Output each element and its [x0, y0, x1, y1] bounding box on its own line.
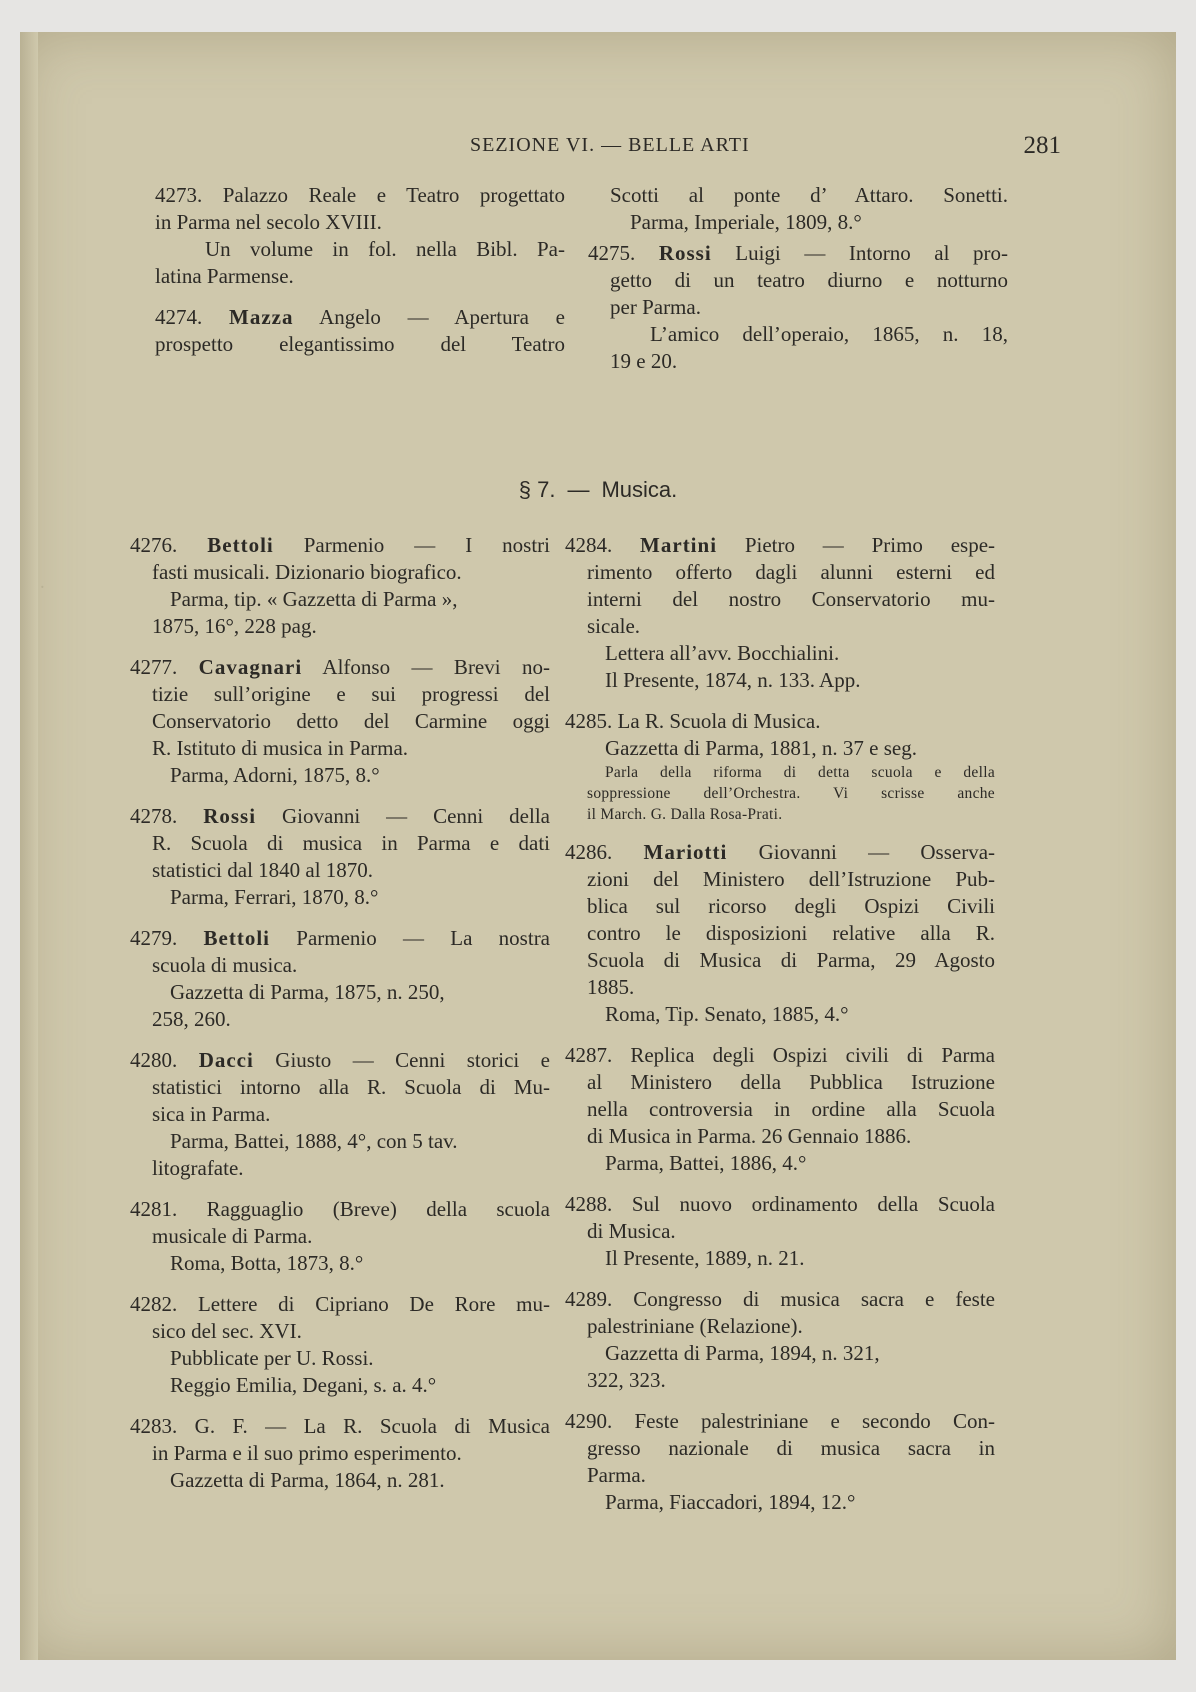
entry-note: Parla della riforma di detta scuola e della — [605, 764, 995, 781]
entry-text: Giusto — Cenni storici e — [253, 1048, 550, 1072]
catalog-entry-4274-continued — [588, 182, 1008, 236]
entry-text: Sul nuovo ordinamento della Scuola — [631, 1192, 995, 1216]
entry-text: di Musica. — [587, 1219, 676, 1243]
entry-publication: Parma, Fiaccadori, 1894, 12.° — [605, 1490, 856, 1514]
entry-publication: latina Parmense. — [155, 264, 294, 288]
entry-number: 4278. — [130, 804, 178, 828]
entry-text: Ragguaglio (Breve) della scuola — [206, 1197, 551, 1221]
entry-publication: Parma, tip. « Gazzetta di Parma », — [170, 587, 458, 611]
entry-text: nella controversia in ordine alla Scuola — [587, 1097, 995, 1121]
entry-text: palestriniane (Relazione). — [587, 1314, 803, 1338]
entry-text: Giovanni — Cenni della — [256, 804, 550, 828]
entry-text: rimento offerto dagli alunni esterni ed — [587, 560, 995, 584]
entry-text: Replica degli Ospizi civili di Parma — [630, 1043, 995, 1067]
entry-publication: Il Presente, 1874, n. 133. App. — [605, 668, 861, 692]
entry-text: getto di un teatro diurno e notturno — [610, 268, 1008, 292]
entry-publication: L’amico dell’operaio, 1865, n. 18, — [650, 322, 1008, 346]
entry-text: musicale di Parma. — [152, 1224, 313, 1248]
catalog-entry-4289 — [565, 1286, 995, 1394]
entry-number: 4277. — [130, 655, 178, 679]
entry-text: prospetto elegantissimo del Teatro — [155, 332, 565, 356]
entry-number: 4280. — [130, 1048, 178, 1072]
page-number: 281 — [1023, 132, 1061, 159]
entry-text: Parmenio — I nostri — [273, 533, 551, 557]
entry-text: statistici dal 1840 al 1870. — [152, 858, 374, 882]
top-right-column — [588, 182, 1008, 389]
entry-author: Mariotti — [643, 840, 728, 864]
entry-publication: 258, 260. — [152, 1007, 231, 1031]
entry-publication: Pubblicate per U. Rossi. — [170, 1346, 374, 1370]
catalog-entry-4282 — [130, 1291, 550, 1399]
entry-text: G. F. — La R. Scuola di Musica — [194, 1414, 550, 1438]
section-symbol: § 7. — [518, 477, 556, 502]
entry-text: di Musica in Parma. 26 Gennaio 1886. — [587, 1124, 912, 1148]
entry-number: 4284. — [565, 533, 613, 557]
entry-publication: Parma, Adorni, 1875, 8.° — [170, 763, 380, 787]
entry-publication: Il Presente, 1889, n. 21. — [605, 1246, 805, 1270]
catalog-entry-4281 — [130, 1196, 550, 1277]
entry-author: Martini — [640, 533, 718, 557]
section-dash: — — [567, 477, 590, 502]
entry-text: per Parma. — [610, 295, 701, 319]
top-left-column — [155, 182, 565, 372]
entry-number: 4283. — [130, 1414, 178, 1438]
entry-publication: Gazzetta di Parma, 1894, n. 321, — [605, 1341, 880, 1365]
catalog-entry-4274 — [155, 304, 565, 358]
entry-publication: Lettera all’avv. Bocchialini. — [605, 641, 840, 665]
entry-text: Conservatorio detto del Carmine oggi — [152, 709, 550, 733]
entry-text: statistici intorno alla R. Scuola di Mu- — [152, 1075, 550, 1099]
catalog-entry-4276 — [130, 532, 550, 640]
entry-publication: Reggio Emilia, Degani, s. a. 4.° — [170, 1373, 437, 1397]
entry-number: 4290. — [565, 1409, 613, 1433]
catalog-entry-4287 — [565, 1042, 995, 1177]
catalog-entry-4283 — [130, 1413, 550, 1494]
entry-publication: Gazzetta di Parma, 1875, n. 250, — [170, 980, 445, 1004]
entry-text: zioni del Ministero dell’Istruzione Pub- — [587, 867, 995, 891]
entry-number: 4276. — [130, 533, 178, 557]
entry-publication: litografate. — [152, 1156, 244, 1180]
catalog-entry-4275 — [588, 240, 1008, 375]
entry-text: Parmenio — La nostra — [270, 926, 551, 950]
entry-text: al Ministero della Pubblica Istruzione — [587, 1070, 995, 1094]
entry-publication: Gazzetta di Parma, 1881, n. 37 e seg. — [605, 736, 917, 760]
entry-number: 4273. — [155, 183, 203, 207]
entry-author: Bettoli — [203, 926, 270, 950]
entry-author: Cavagnari — [198, 655, 303, 679]
entry-text: Palazzo Reale e Teatro progettato — [222, 183, 566, 207]
entry-text: contro le disposizioni relative alla R. — [587, 921, 995, 945]
section-heading — [20, 477, 1176, 503]
catalog-entry-4280 — [130, 1047, 550, 1182]
entry-text: scuola di musica. — [152, 953, 298, 977]
entry-text: Scotti al ponte d’ Attaro. Sonetti. — [610, 183, 1008, 207]
entry-text: R. Istituto di musica in Parma. — [152, 736, 409, 760]
entry-number: 4285. — [565, 709, 613, 733]
entry-text: R. Scuola di musica in Parma e dati — [152, 831, 550, 855]
page-header — [470, 132, 1061, 172]
entry-author: Rossi — [658, 241, 712, 265]
entry-publication: 19 e 20. — [610, 349, 678, 373]
margin-mark: . — [40, 572, 45, 593]
catalog-entry-4277 — [130, 654, 550, 789]
entry-text: blica sul ricorso degli Ospizi Civili — [587, 894, 995, 918]
entry-text: Lettere di Cipriano De Rore mu- — [197, 1292, 551, 1316]
entry-publication: Parma, Imperiale, 1809, 8.° — [630, 210, 862, 234]
entry-number: 4274. — [155, 305, 203, 329]
book-page — [20, 32, 1176, 1660]
catalog-entry-4286 — [565, 839, 995, 1028]
running-head: SEZIONE VI. — BELLE ARTI — [470, 134, 750, 156]
entry-publication: Parma, Ferrari, 1870, 8.° — [170, 885, 379, 909]
catalog-entry-4288 — [565, 1191, 995, 1272]
entry-number: 4275. — [588, 241, 636, 265]
entry-text: 1885. — [587, 975, 635, 999]
entry-publication: Un volume in fol. nella Bibl. Pa- — [205, 237, 565, 261]
entry-text: Luigi — Intorno al pro- — [711, 241, 1008, 265]
entry-text: Parma. — [587, 1463, 646, 1487]
catalog-entry-4285 — [565, 708, 995, 825]
entry-text: La R. Scuola di Musica. — [617, 709, 821, 733]
entry-publication: Gazzetta di Parma, 1864, n. 281. — [170, 1468, 445, 1492]
entry-publication: 322, 323. — [587, 1368, 666, 1392]
entry-text: tizie sull’origine e sui progressi del — [152, 682, 550, 706]
entry-number: 4281. — [130, 1197, 178, 1221]
entry-publication: Roma, Tip. Senato, 1885, 4.° — [605, 1002, 849, 1026]
entry-text: in Parma nel secolo XVIII. — [155, 210, 382, 234]
entry-publication: Roma, Botta, 1873, 8.° — [170, 1251, 364, 1275]
entry-text: Congresso di musica sacra e feste — [633, 1287, 995, 1311]
entry-note: il March. G. Dalla Rosa-Prati. — [587, 806, 783, 823]
right-column — [565, 532, 995, 1530]
entry-publication: 1875, 16°, 228 pag. — [152, 614, 317, 638]
entry-text: interni del nostro Conservatorio mu- — [587, 587, 995, 611]
entry-number: 4282. — [130, 1292, 178, 1316]
entry-number: 4288. — [565, 1192, 613, 1216]
entry-publication: Parma, Battei, 1886, 4.° — [605, 1151, 807, 1175]
entry-number: 4286. — [565, 840, 613, 864]
entry-text: sica in Parma. — [152, 1102, 271, 1126]
catalog-entry-4273 — [155, 182, 565, 290]
entry-text: sicale. — [587, 614, 641, 638]
entry-author: Rossi — [203, 804, 257, 828]
catalog-entry-4284 — [565, 532, 995, 694]
section-title: Musica. — [601, 477, 678, 502]
catalog-entry-4290 — [565, 1408, 995, 1516]
entry-number: 4289. — [565, 1287, 613, 1311]
entry-text: Feste palestriniane e secondo Con- — [634, 1409, 996, 1433]
entry-author: Dacci — [198, 1048, 254, 1072]
entry-text: fasti musicali. Dizionario biografico. — [152, 560, 462, 584]
entry-note: soppressione dell’Orchestra. Vi scrisse anche — [587, 785, 995, 802]
entry-text: Alfonso — Brevi no- — [302, 655, 551, 679]
entry-author: Mazza — [229, 305, 294, 329]
entry-text: Pietro — Primo espe- — [717, 533, 996, 557]
catalog-entry-4278 — [130, 803, 550, 911]
entry-text: Angelo — Apertura e — [293, 305, 565, 329]
entry-number: 4287. — [565, 1043, 613, 1067]
entry-text: gresso nazionale di musica sacra in — [587, 1436, 995, 1460]
entry-text: Giovanni — Osserva- — [727, 840, 996, 864]
entry-author: Bettoli — [207, 533, 274, 557]
entry-text: Scuola di Musica di Parma, 29 Agosto — [587, 948, 995, 972]
left-column — [130, 532, 550, 1508]
entry-publication: Parma, Battei, 1888, 4°, con 5 tav. — [170, 1129, 458, 1153]
entry-text: in Parma e il suo primo esperimento. — [152, 1441, 462, 1465]
catalog-entry-4279 — [130, 925, 550, 1033]
entry-number: 4279. — [130, 926, 178, 950]
entry-text: sico del sec. XVI. — [152, 1319, 302, 1343]
